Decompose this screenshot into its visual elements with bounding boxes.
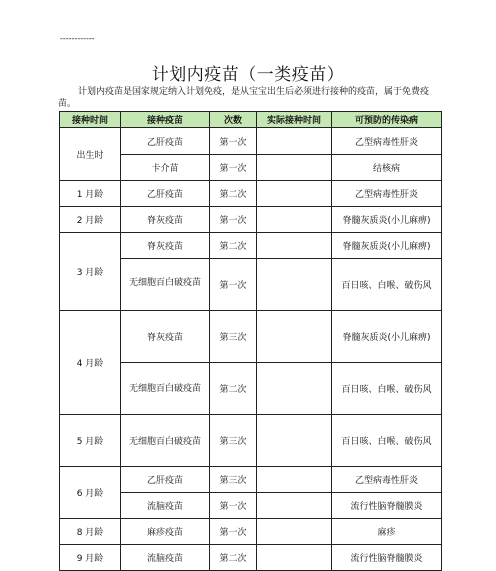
- actual-time-cell: [257, 207, 332, 233]
- actual-time-cell: [257, 467, 332, 493]
- actual-time-cell: [257, 128, 332, 155]
- dose-cell: 第二次: [210, 363, 257, 415]
- vaccine-cell: 乙肝疫苗: [121, 467, 210, 493]
- dose-cell: 第三次: [210, 467, 257, 493]
- disease-cell: 结核病: [332, 155, 442, 181]
- dose-cell: 第一次: [210, 519, 257, 545]
- vaccine-cell: 脊灰疫苗: [121, 311, 210, 363]
- table-row: [60, 207, 442, 233]
- table-row: [60, 467, 442, 493]
- page-title: 计划内疫苗（一类疫苗）: [151, 65, 345, 85]
- vaccine-cell: 流脑疫苗: [121, 493, 210, 519]
- disease-cell: 脊髓灰质炎(小儿麻痹): [332, 207, 442, 233]
- disease-cell: 乙型病毒性肝炎: [332, 467, 442, 493]
- vaccine-cell: 无细胞百白破疫苗: [121, 259, 210, 311]
- header-actual-time: 实际接种时间: [257, 112, 332, 128]
- age-cell: 4 月龄: [60, 311, 121, 415]
- header-disease: 可预防的传染病: [332, 112, 442, 128]
- disease-cell: 脊髓灰质炎(小儿麻痹): [332, 311, 442, 363]
- disease-cell: 麻疹: [332, 519, 442, 545]
- actual-time-cell: [257, 181, 332, 207]
- dose-cell: 第一次: [210, 155, 257, 181]
- vaccine-cell: 乙肝疫苗: [121, 181, 210, 207]
- actual-time-cell: [257, 519, 332, 545]
- dose-cell: 第三次: [210, 311, 257, 363]
- disease-cell: 百日咳、白喉、破伤风: [332, 415, 442, 467]
- vaccine-cell: 卡介苗: [121, 155, 210, 181]
- disease-cell: 百日咳、白喉、破伤风: [332, 363, 442, 415]
- age-cell: 出生时: [60, 128, 121, 181]
- header-dose: 次数: [210, 112, 257, 128]
- vaccine-cell: 无细胞百白破疫苗: [121, 415, 210, 467]
- table-header-row: [60, 112, 442, 128]
- disease-cell: 流行性脑脊髓膜炎: [332, 545, 442, 571]
- disease-cell: 乙型病毒性肝炎: [332, 181, 442, 207]
- disease-cell: 流行性脑脊髓膜炎: [332, 493, 442, 519]
- dashed-line: ------------: [60, 34, 95, 43]
- table-row: [60, 181, 442, 207]
- actual-time-cell: [257, 415, 332, 467]
- dose-cell: 第一次: [210, 493, 257, 519]
- vaccine-cell: 麻疹疫苗: [121, 519, 210, 545]
- actual-time-cell: [257, 259, 332, 311]
- table-row: [60, 519, 442, 545]
- dose-cell: 第二次: [210, 233, 257, 259]
- vaccine-cell: 脊灰疫苗: [121, 207, 210, 233]
- vaccine-cell: 乙肝疫苗: [121, 128, 210, 155]
- dose-cell: 第一次: [210, 207, 257, 233]
- dose-cell: 第一次: [210, 259, 257, 311]
- disease-cell: 乙型病毒性肝炎: [332, 128, 442, 155]
- actual-time-cell: [257, 311, 332, 363]
- dose-cell: 第三次: [210, 415, 257, 467]
- dose-cell: 第二次: [210, 545, 257, 571]
- vaccine-cell: 脊灰疫苗: [121, 233, 210, 259]
- table-row: [60, 545, 442, 571]
- table-row: [60, 233, 442, 259]
- actual-time-cell: [257, 155, 332, 181]
- vaccine-cell: 流脑疫苗: [121, 545, 210, 571]
- actual-time-cell: [257, 545, 332, 571]
- age-cell: 6 月龄: [60, 467, 121, 519]
- vaccine-cell: 无细胞百白破疫苗: [121, 363, 210, 415]
- age-cell: 5 月龄: [60, 415, 121, 467]
- table-row: [60, 415, 442, 467]
- table-row: [60, 128, 442, 155]
- age-cell: 8 月龄: [60, 519, 121, 545]
- disease-cell: 脊髓灰质炎(小儿麻痹): [332, 233, 442, 259]
- age-cell: 9 月龄: [60, 545, 121, 571]
- actual-time-cell: [257, 493, 332, 519]
- table-row: [60, 311, 442, 363]
- header-time: 接种时间: [60, 112, 121, 128]
- age-cell: 2 月龄: [60, 207, 121, 233]
- actual-time-cell: [257, 233, 332, 259]
- dose-cell: 第二次: [210, 181, 257, 207]
- intro-paragraph: 计划内疫苗是国家规定纳入计划免疫，是从宝宝出生后必须进行接种的疫苗，属于免费疫苗。: [58, 87, 430, 109]
- header-vaccine: 接种疫苗: [121, 112, 210, 128]
- actual-time-cell: [257, 363, 332, 415]
- age-cell: 3 月龄: [60, 233, 121, 311]
- age-cell: 1 月龄: [60, 181, 121, 207]
- vaccine-table: [59, 111, 442, 571]
- dose-cell: 第一次: [210, 128, 257, 155]
- disease-cell: 百日咳、白喉、破伤风: [332, 259, 442, 311]
